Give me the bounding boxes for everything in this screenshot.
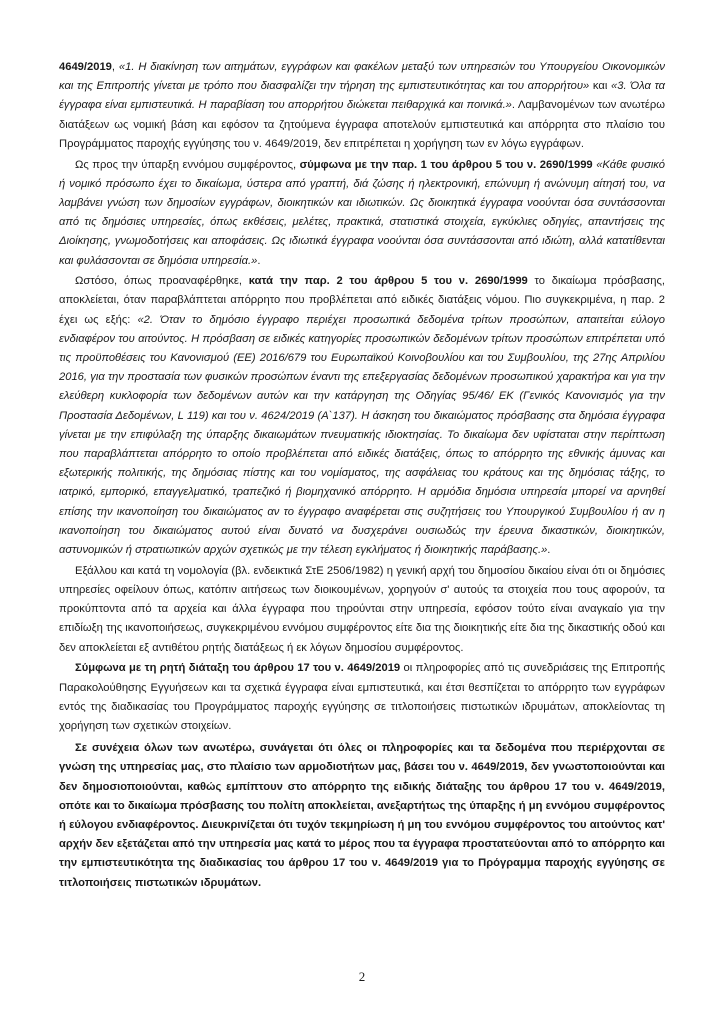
paragraph-6-conclusion bbox=[59, 739, 665, 893]
text-run: . Λαμβανομένων των ανωτέρω διατάξεων ως νομική βάση και εφόσον τα ζητούμενα έγγραφα αποτελούν εμπιστευτικά και απόρρητα στο πλαίσιο του Προγράμματος παροχής εγγύησης του ν. 4649/2019, δεν επιτρέπεται η χορήγηση των εν λόγω εγγράφων. bbox=[59, 99, 665, 150]
quoted-provision: «Κάθε φυσικό ή νομικό πρόσωπο έχει το δικαίωμα, ύστερα από γραπτή, διά ζώσης ή ηλεκτρονική, επώνυμη ή ανώνυμη αίτησή του, να λαμβάνει γνώση των δημοσίων εγγράφων, διοικητικών και ιδιωτικών. Ως διοικητικά έγγραφα νοούνται όσα συντάσσονται από τις δημόσιες υπηρεσίες, όπως εκθέσεις, μελέτες, πρακτικά, στατιστικά στοιχεία, εγκύκλιες οδηγίες, απαντήσεις της Διοίκησης, γνωμοδοτήσεις και αποφάσεις. Ως ιδιωτικά έγγραφα νοούνται όσα συντάσσονται από ιδιώτη, αλλά κατατίθενται και φυλάσσονται σε δημόσια υπηρεσία.» bbox=[59, 158, 665, 267]
text-run: οι πληροφορίες από τις συνεδριάσεις της Επιτροπής Παρακολούθησης Εγγυήσεων και τα σχετικά έγγραφα είναι εμπιστευτικά, και έτσι θεσπίζεται το απόρρητο των εγγράφων εντός της διαδικασίας του Προγράμματος παροχής εγγύησης σε τιτλοποιήσεις πιστωτικών ιδρυμάτων, αποκλείοντας τη χορήγηση των σχετικών στοιχείων. bbox=[59, 662, 665, 732]
text-run: , bbox=[111, 61, 119, 73]
paragraph-4 bbox=[59, 562, 665, 658]
text-run: και bbox=[589, 80, 612, 93]
quoted-provision: «2. Όταν το δημόσιο έγγραφο περιέχει προσωπικά δεδομένα τρίτων προσώπων, απαιτείται εύλογο ενδιαφέρον του αιτούντος. Η πρόσβαση σε ειδικές κατηγορίες προσωπικών δεδομένων τρίτων προσώπων επιτρέπεται υπό τις προϋποθέσεις του Κανονισμού (ΕΕ) 2016/679 του Ευρωπαϊκού Κοινοβουλίου και του Συμβουλίου, της 27ης Απριλίου 2016, για την προστασία των φυσικών προσώπων έναντι της επεξεργασίας δεδομένων προσωπικού χαρακτήρα και για την ελεύθερη κυκλοφορία των δεδομένων αυτών και την κατάργηση της Οδηγίας 95/46/ ΕΚ (Γενικός Κανονισμός για την Προστασία Δεδομένων, L 119) και του ν. 4624/2019 (Α`137). Η άσκηση του δικαιώματος πρόσβασης στα δημόσια έγγραφα γίνεται με την επιφύλαξη της ύπαρξης δικαιωμάτων πνευματικής ιδιοκτησίας. Το δικαίωμα δεν υφίσταται στην περίπτωση που παραβλάπτεται απόρρητο το οποίο προβλέπεται από ειδικές διατάξεις, όπως το απόρρητο της εθνικής άμυνας και εξωτερικής πολιτικής, της δημόσιας πίστης και του νομίσματος, της ασφάλειας του κράτους και της δημόσιας τάξης, το ιατρικό, εμπορικό, επαγγελματικό, τραπεζικό ή βιομηχανικό απόρρητο. Η αρμόδια δημόσια υπηρεσία μπορεί να αρνηθεί επίσης την ικανοποίηση του δικαιώματος αν το έγγραφο αναφέρεται στις συζητήσεις του Υπουργικού Συμβουλίου ή αν η ικανοποίηση του δικαιώματος αυτού είναι δυνατό να δυσχεράνει ουσιωδώς την έρευνα δικαστικών, διοικητικών, αστυνομικών ή στρατιωτικών αρχών σχετικώς με την τέλεση εγκλήματος ή διοικητικής παράβασης.» bbox=[59, 313, 665, 557]
text-run: . bbox=[547, 544, 551, 557]
law-reference: σύμφωνα με την παρ. 1 του άρθρου 5 του ν. 2690/1999 bbox=[299, 158, 593, 171]
text-run: Εξάλλου και κατά τη νομολογία (βλ. ενδεικτικά ΣτΕ 2506/1982) η γενική αρχή του δημοσίου δικαίου είναι ότι οι δημόσιες υπηρεσίες οφείλουν όπως, κατόπιν αιτήσεως των διοικουμένων, χορηγούν σ' αυτούς τα στοιχεία που τους αφορούν, τα προκύπτοντα από τα αρχεία και άλλα έγγραφα που τηρούνται στην υπηρεσία, εφόσον τούτο είναι αναγκαίο για την επιδίωξη της ικανοποιήσεως, συγκεκριμένου εννόμου συμφέροντος είτε δια της διοικητικής είτε δια της δικαστικής οδού και δεν αποκλείεται εξ αντιθέτου ρητής διατάξεως ή εκ λόγων δημοσίου συμφέροντος. bbox=[59, 564, 665, 654]
paragraph-2 bbox=[59, 156, 665, 271]
quoted-provision: «3. Όλα τα έγγραφα είναι εμπιστευτικά. Η παραβίαση του απορρήτου διώκεται πειθαρχικά και ποινικά.» bbox=[59, 80, 665, 112]
text-run: . bbox=[257, 254, 261, 267]
page-number: 2 bbox=[358, 969, 366, 984]
text-run: το δικαίωμα πρόσβασης, αποκλείεται, όταν παραβλάπτεται απόρρητο που προβλέπεται από ειδικές διατάξεις νόμου. Πιο συγκεκριμένα, η παρ. 2 έχει ως εξής: bbox=[59, 275, 665, 326]
paragraph-1 bbox=[59, 58, 665, 154]
quoted-provision: «1. Η διακίνηση των αιτημάτων, εγγράφων και φακέλων μεταξύ των υπηρεσιών του Υπουργείου Οικονομικών και της Επιτροπής γίνεται με τρόπο που διασφαλίζει την τήρηση της εμπιστευτικότητας και του απορρήτου» bbox=[59, 61, 665, 93]
paragraph-5 bbox=[59, 659, 665, 736]
paragraph-3 bbox=[59, 272, 665, 560]
law-reference: 4649/2019 bbox=[59, 61, 112, 73]
law-reference: Σύμφωνα με τη ρητή διάταξη του άρθρου 17 του ν. 4649/2019 bbox=[75, 662, 401, 675]
text-run: Σε συνέχεια όλων των ανωτέρω, συνάγεται ότι όλες οι πληροφορίες και τα δεδομένα που περιέρχονται σε γνώση της υπηρεσίας μας, στο πλαίσιο των αρμοδιοτήτων μας, βάσει του ν. 4649/2019, δεν γνωστοποιούνται και δεν δημοσιοποιούνται, καθώς εμπίπτουν στο απόρρητο της ειδικής διάταξης του άρθρου 17 του ν. 4649/2019, οπότε και το δικαίωμα πρόσβασης του πολίτη αποκλείεται, ανεξαρτήτως της ύπαρξης ή μη εννόμου συμφέροντος ή εύλογου ενδιαφέροντος. Διευκρινίζεται ότι τυχόν τεκμηρίωση ή μη του εννόμου συμφέροντος του αιτούντος κατ' αρχήν δεν εξετάζεται από την υπηρεσία μας κατά το μέρος που τα έγγραφα προστατεύονται από το απόρρητο και την εμπιστευτικότητα της διαδικασίας του άρθρου 17 του ν. 4649/2019 για το Πρόγραμμα παροχής εγγύησης σε τιτλοποιήσεις πιστωτικών ιδρυμάτων. bbox=[59, 742, 665, 889]
document-body bbox=[59, 58, 665, 893]
law-reference: κατά την παρ. 2 του άρθρου 5 του ν. 2690/1999 bbox=[248, 275, 528, 288]
text-run: Ωστόσο, όπως προαναφέρθηκε, bbox=[75, 275, 249, 288]
text-run: Ως προς την ύπαρξη εννόμου συμφέροντος, bbox=[75, 158, 300, 171]
